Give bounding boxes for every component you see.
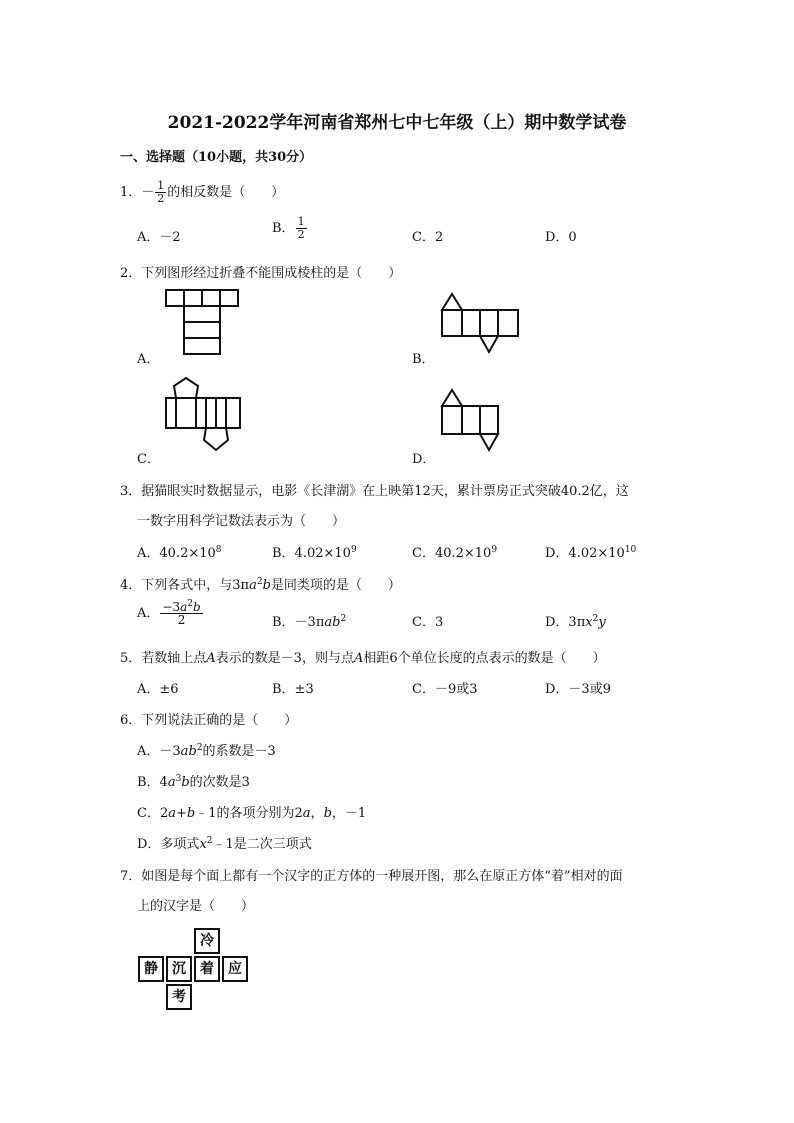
q6-option-a[interactable]: A．$-3ab^2$的系数是－3 <box>137 743 276 759</box>
q3-option-a[interactable]: A．$40.2\times 10^8$ <box>137 545 222 561</box>
q6-option-d[interactable]: D．多项式$x^2﹣1$是二次三项式 <box>137 836 312 852</box>
question-3-line2: 一数字用科学记数法表示为（ ） <box>137 514 346 529</box>
question-1 <box>120 180 284 205</box>
q5-option-b[interactable]: B．±3 <box>272 682 314 697</box>
q1-number: 1． <box>120 185 142 200</box>
q2-figure-a <box>160 288 250 358</box>
q3-option-c[interactable]: C．$40.2\times 10^9$ <box>412 545 498 561</box>
q2-option-c[interactable]: C． <box>137 452 160 467</box>
question-5: 5．若数轴上点A表示的数是－3，则与点A相距6个单位长度的点表示的数是（ ） <box>120 651 606 666</box>
q4-option-a[interactable]: A． $\frac{-3a^2b}{2}$ <box>137 599 201 627</box>
q5-option-a[interactable]: A．±6 <box>137 682 179 697</box>
cube-cell-2: 静 <box>138 956 164 982</box>
cube-cell-6: 考 <box>166 984 192 1010</box>
q1-option-c[interactable]: C．2 <box>412 230 444 245</box>
q2-figure-d <box>438 388 508 458</box>
cube-cell-4: 着 <box>194 956 220 982</box>
question-2: 2．下列图形经过折叠不能围成棱柱的是（ ） <box>120 266 402 281</box>
q1-text: 的相反数是（ ） <box>167 185 285 200</box>
q2-figure-c <box>164 376 254 456</box>
question-6: 6．下列说法正确的是（ ） <box>120 713 298 728</box>
question-3-line1: 3．据猫眼实时数据显示，电影《长津湖》在上映第12天，累计票房正式突破40.2亿，这 <box>120 484 629 499</box>
q4-option-c[interactable]: C．3 <box>412 615 444 630</box>
q5-option-d[interactable]: D．－3或9 <box>545 682 611 697</box>
question-4: 4．下列各式中，与$3\pi a^2b$是同类项的是（ ） <box>120 577 401 593</box>
q4-option-b[interactable]: B．－3πab$^2$ <box>272 614 347 630</box>
question-7-line1: 7．如图是每个面上都有一个汉字的正方体的一种展开图，那么在原正方体“着”相对的面 <box>120 869 623 884</box>
q2-option-d[interactable]: D． <box>412 452 436 467</box>
q2-option-a[interactable]: A． <box>137 352 160 367</box>
cube-cell-1: 冷 <box>194 928 220 954</box>
q1-option-d[interactable]: D．0 <box>545 230 577 245</box>
q2-option-b[interactable]: B． <box>412 352 435 367</box>
q6-option-c[interactable]: C．2a+b﹣1的各项分别为2a，b，－1 <box>137 806 367 821</box>
q4-option-d[interactable]: D．$3\pi x^2y$ <box>545 614 606 630</box>
q1-option-a[interactable]: A．－2 <box>137 230 181 245</box>
page-title: 2021-2022学年河南省郑州七中七年级（上）期中数学试卷 <box>167 113 627 133</box>
q3-option-b[interactable]: B．$4.02\times 10^9$ <box>272 545 357 561</box>
q1-option-b[interactable]: B． $\frac{1}{2}$ <box>272 215 305 241</box>
question-7-line2: 上的汉字是（ ） <box>137 899 255 914</box>
cube-cell-5: 应 <box>222 956 248 982</box>
q5-option-c[interactable]: C．－9或3 <box>412 682 478 697</box>
q1-fraction: $\frac{1}{2}$ <box>157 179 165 205</box>
q1-neg: － <box>141 185 155 200</box>
section-heading: 一、选择题（10小题，共30分） <box>120 150 313 165</box>
q3-option-d[interactable]: D．$4.02\times 10^{10}$ <box>545 545 637 561</box>
cube-cell-3: 沉 <box>166 956 192 982</box>
q6-option-b[interactable]: B．$4a^3b$的次数是3 <box>137 774 250 790</box>
q2-figure-b <box>438 290 528 360</box>
